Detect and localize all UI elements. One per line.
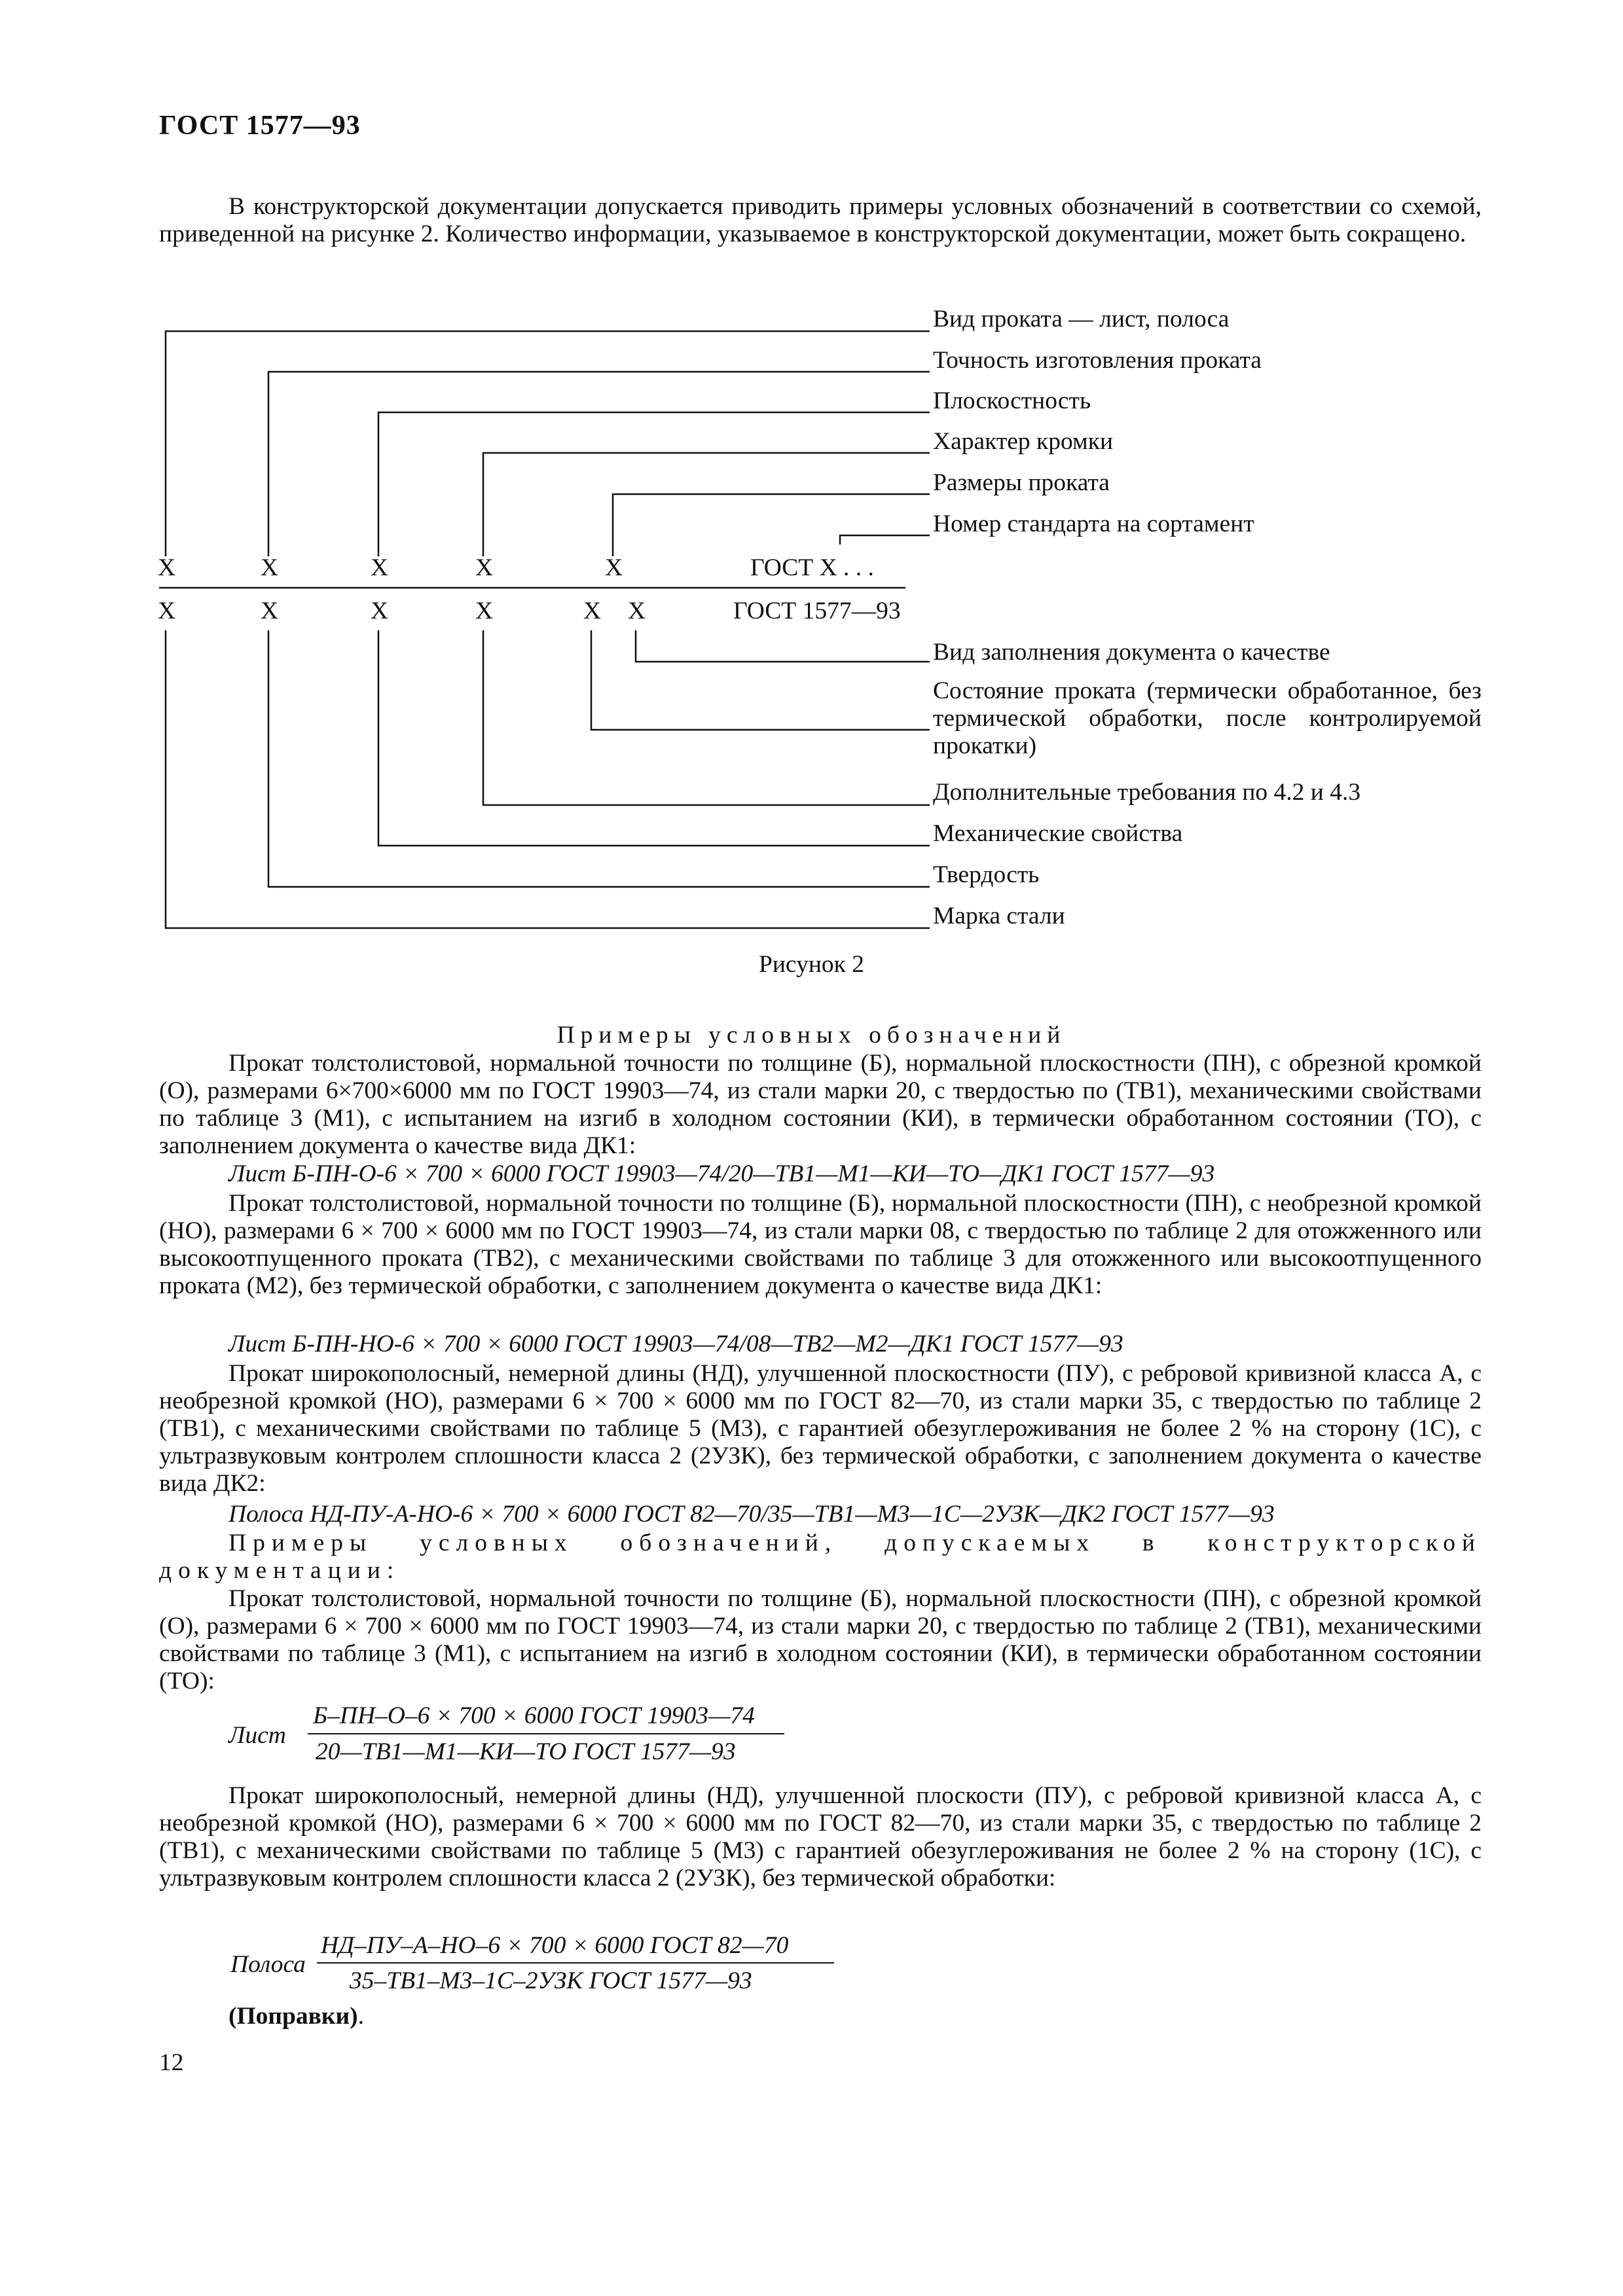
label-mechanical-properties: Механические свойства — [933, 820, 1183, 847]
fraction-1-prefix: Лист — [228, 1722, 286, 1749]
label-standard-number: Номер стандарта на сортамент — [933, 511, 1254, 537]
label-edge: Характер кромки — [933, 428, 1114, 455]
denominator-x-1: Х — [158, 598, 176, 624]
document-header: ГОСТ 1577—93 — [159, 111, 361, 141]
section2-heading: Примеры условных обозначений, допускаемых в конструкторской документации: — [159, 1530, 1482, 1584]
label-steel-grade: Марка стали — [933, 903, 1065, 929]
page-number: 12 — [159, 2049, 184, 2076]
section2-paragraph-2: Прокат широкополосный, немерной длины (НД), улучшенной плоскости (ПУ), с ребровой кривизной класса А, с необрезной кромкой (НО), размерами 6 × 700 × 6000 мм по ГОСТ 82—70, из стали марки 35, с твердостью по таблице 2 (ТВ1), с механическими свойствами по таблице 5 (М3) с гарантией обезуглероживания не более 2 % на сторону (1С), с ультразвуковым контролем сплошности класса 2 (2УЗК), без термической обработки: — [159, 1782, 1482, 1892]
fraction-1-line — [308, 1733, 784, 1734]
label-quality-document: Вид заполнения документа о качестве — [933, 639, 1330, 666]
label-flatness: Плоскостность — [933, 387, 1091, 414]
denominator-x-3: Х — [371, 598, 389, 624]
figure-caption: Рисунок 2 — [759, 951, 864, 978]
section2-paragraph-1: Прокат толстолистовой, нормальной точности по толщине (Б), нормальной плоскостности (ПН), с обрезной кромкой (О), размерами 6 × 700 × 6000 мм по ГОСТ 19903—74, из стали марки 20, с твердостью по таблице 2 (ТВ1), механическими свойствами по таблице 3 (М1), с испытанием на изгиб в холодном состоянии (КИ), в термически обработанном состоянии (ТО): — [159, 1585, 1482, 1695]
label-condition: Состояние проката (термически обработанное, без термической обработки, после контролируемой прокатки) — [933, 677, 1482, 759]
denominator-standard: ГОСТ 1577—93 — [733, 598, 901, 624]
numerator-x-5: Х — [605, 554, 623, 581]
numerator-x-4: Х — [475, 554, 494, 581]
leader-line-1 — [166, 331, 930, 556]
fraction-2-denominator: 35–ТВ1–М3–1С–2УЗК ГОСТ 1577—93 — [350, 1967, 752, 1994]
leader-line-11 — [268, 630, 930, 887]
numerator-standard: ГОСТ Х . . . — [750, 554, 874, 581]
section1-paragraph-3: Прокат широкополосный, немерной длины (НД), улучшенной плоскостности (ПУ), с ребровой кривизной класса А, с необрезной кромкой (НО), размерами 6 × 700 × 6000 мм по ГОСТ 82—70, из стали марки 35, с твердостью по таблице 2 (ТВ1), с механическими свойствами по таблице 5 (М3), с гарантией обезуглероживания не более 2 % на сторону (1С), с ультразвуковым контролем сплошности класса 2 (2УЗК), без термической обработки, с заполнением документа о качестве вида ДК2: — [159, 1360, 1482, 1497]
numerator-x-2: Х — [261, 554, 279, 581]
intro-text: В конструкторской документации допускается приводить примеры условных обозначений в соответствии со схемой, приведенной на рисунке 2. Количество информации, указываемое в конструкторской документации, может быть сокращено. — [159, 193, 1482, 247]
leader-line-7 — [636, 630, 930, 662]
label-additional-requirements: Дополнительные требования по 4.2 и 4.3 — [933, 779, 1361, 806]
leader-line-10 — [378, 630, 930, 846]
denominator-x-5: Х — [583, 598, 602, 624]
corrections-note: (Поправки). — [228, 2003, 364, 2030]
label-accuracy: Точность изготовления проката — [933, 347, 1262, 374]
leader-line-6 — [840, 535, 930, 545]
fraction-2-prefix: Полоса — [230, 1951, 306, 1978]
leader-line-8 — [591, 630, 930, 730]
section1-paragraph-2: Прокат толстолистовой, нормальной точности по толщине (Б), нормальной плоскостности (ПН), с необрезной кромкой (НО), размерами 6 × 700 × 6000 мм по ГОСТ 19903—74, из стали марки 08, с твердостью по таблице 2 для отожженного или высокоотпущенного проката (ТВ2), с механическими свойствами по таблице 3 для отожженного или высокоотпущенного проката (М2), без термической обработки, с заполнением документа о качестве вида ДК1: — [159, 1190, 1482, 1299]
section1-paragraph-1: Прокат толстолистовой, нормальной точности по толщине (Б), нормальной плоскостности (ПН), с обрезной кромкой (О), размерами 6×700×6000 мм по ГОСТ 19903—74, из стали марки 20, с твердостью по (ТВ1), механическими свойствами по таблице 3 (М1), с испытанием на изгиб в холодном состоянии (КИ), в термически обработанном состоянии (ТО), с заполнением документа о качестве вида ДК1: — [159, 1050, 1482, 1159]
leader-line-12 — [166, 630, 930, 928]
numerator-x-3: Х — [371, 554, 389, 581]
figure-2-diagram — [0, 0, 1623, 982]
denominator-x-6: Х — [628, 598, 646, 624]
example-designation-2: Лист Б-ПН-НО-6 × 700 × 6000 ГОСТ 19903—74/08—ТВ2—М2—ДК1 ГОСТ 1577—93 — [228, 1331, 1123, 1357]
label-hardness: Твердость — [933, 861, 1040, 888]
label-rolled-type: Вид проката — лист, полоса — [933, 306, 1230, 332]
fraction-2-line — [317, 1962, 834, 1964]
fraction-1-numerator: Б–ПН–О–6 × 700 × 6000 ГОСТ 19903—74 — [313, 1702, 755, 1729]
section1-heading: Примеры условных обозначений — [556, 1022, 1067, 1049]
example-designation-1: Лист Б-ПН-О-6 × 700 × 6000 ГОСТ 19903—74/20—ТВ1—М1—КИ—ТО—ДК1 ГОСТ 1577—93 — [228, 1160, 1215, 1187]
example-designation-3: Полоса НД-ПУ-А-НО-6 × 700 × 6000 ГОСТ 82—70/35—ТВ1—М3—1С—2УЗК—ДК2 ГОСТ 1577—93 — [228, 1501, 1275, 1528]
fraction-2-numerator: НД–ПУ–А–НО–6 × 700 × 6000 ГОСТ 82—70 — [321, 1932, 789, 1959]
leader-line-4 — [483, 453, 930, 556]
leader-line-9 — [483, 630, 930, 805]
numerator-x-1: Х — [158, 554, 176, 581]
fraction-1-denominator: 20—ТВ1—М1—КИ—ТО ГОСТ 1577—93 — [316, 1738, 736, 1765]
denominator-x-4: Х — [475, 598, 494, 624]
leader-line-2 — [268, 372, 930, 556]
denominator-x-2: Х — [261, 598, 279, 624]
leader-line-5 — [613, 494, 930, 556]
label-dimensions: Размеры проката — [933, 469, 1110, 496]
